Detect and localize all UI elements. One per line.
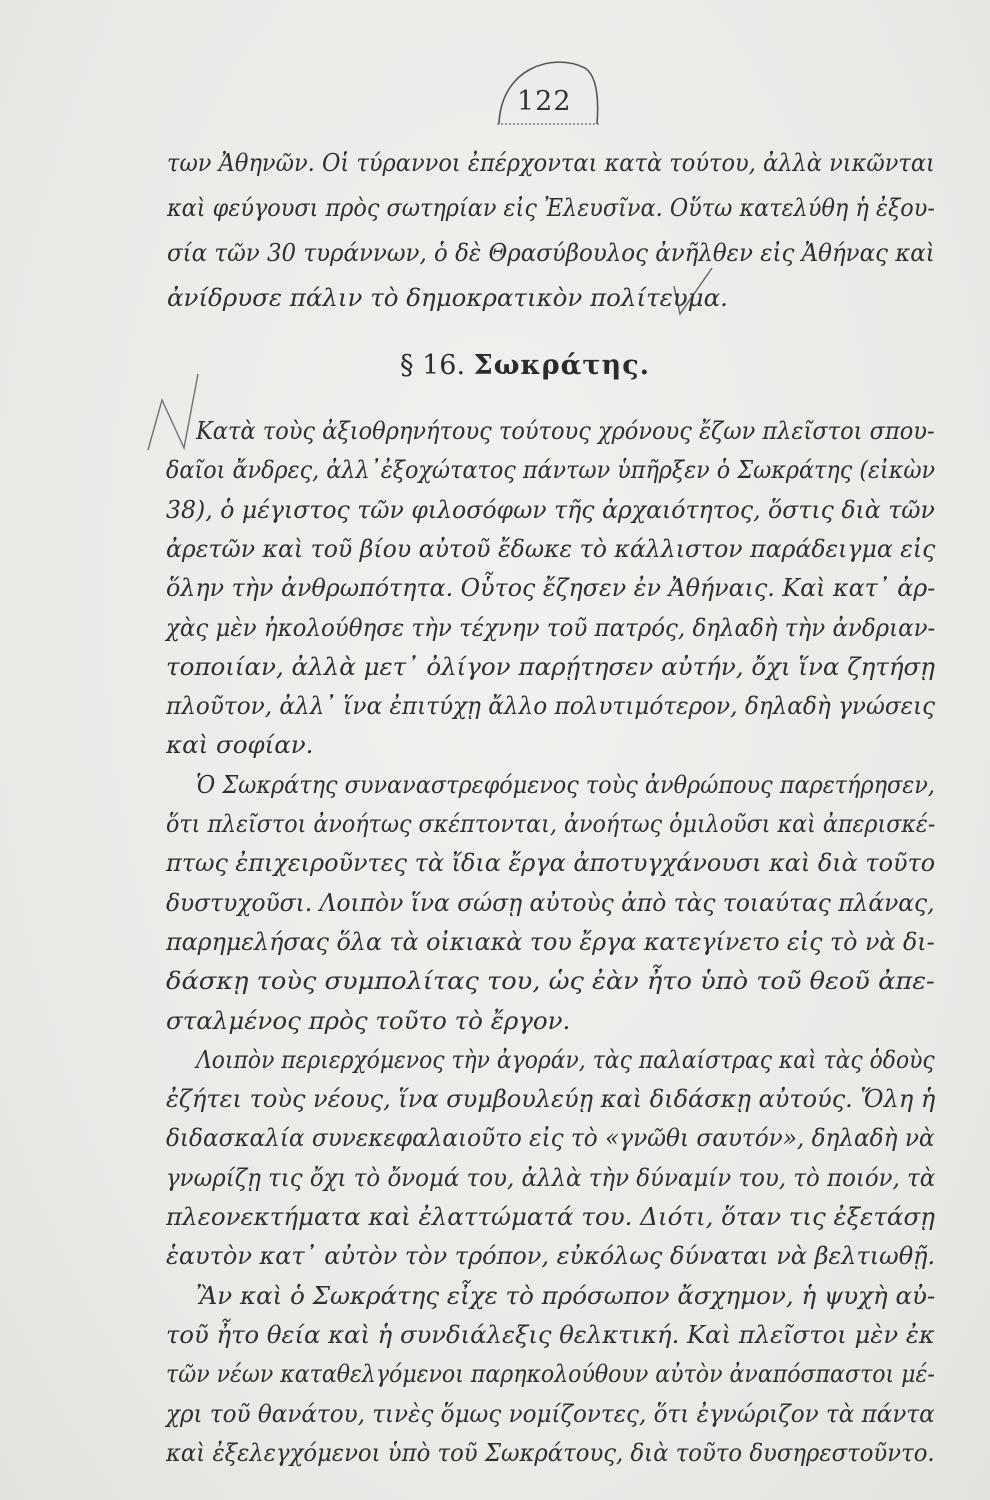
text-line: δαῖοι ἄνδρες, ἀλλ᾽ἐξοχώτατος πάντων ὑπῆρξεν ὁ Σωκράτης (εἰκὼν (166, 455, 936, 484)
section-heading (400, 350, 650, 381)
text-line: χὰς μὲν ἠκολούθησε τὴν τέχνην τοῦ πατρός, δηλαδὴ τὴν ἀνδριαν- (166, 613, 936, 642)
text-line: Ἂν καὶ ὁ Σωκράτης εἶχε τὸ πρόσωπον ἄσχημον, ἡ ψυχὴ αὐ- (196, 1281, 936, 1310)
section-number: § 16. (400, 350, 466, 381)
text-line: ἐζήτει τοὺς νέους, ἵνα συμβουλεύῃ καὶ διδάσκῃ αὐτούς. Ὅλη ἡ (166, 1084, 936, 1113)
text-line: δάσκῃ τοὺς συμπολίτας του, ὡς ἐὰν ἦτο ὑπὸ τοῦ θεοῦ ἀπε- (166, 966, 935, 995)
text-line: τῶν νέων καταθελγόμενοι παρηκολούθουν αὐτὸν ἀναπόσπαστοι μέ- (166, 1359, 935, 1388)
text-line: γνωρίζῃ τις ὄχι τὸ ὄνομά του, ἀλλὰ τὴν δύναμίν του, τὸ ποιόν, τὰ (166, 1163, 936, 1192)
text-line: πτως ἐπιχειροῦντες τὰ ἴδια ἔργα ἀποτυγχάνουσι καὶ διὰ τοῦτο (166, 848, 936, 877)
text-line: Λοιπὸν περιερχόμενος τὴν ἀγοράν, τὰς παλαίστρας καὶ τὰς ὁδοὺς (196, 1045, 935, 1074)
section-title: Σωκράτης. (473, 350, 651, 381)
text-line: σταλμένος πρὸς τοῦτο τὸ ἔργον. (166, 1006, 571, 1035)
text-line: καὶ σοφίαν. (166, 730, 314, 759)
text-line: ἀρετῶν καὶ τοῦ βίου αὐτοῦ ἔδωκε τὸ κάλλιστον παράδειγμα εἰς (166, 534, 936, 563)
text-line: πλεονεκτήματα καὶ ἐλαττώματά του. Διότι, ὅταν τις ἐξετάσῃ (166, 1202, 935, 1231)
text-line: τοποιίαν, ἀλλὰ μετ᾽ ὀλίγον παρῄτησεν αὐτήν, ὄχι ἵνα ζητήσῃ (166, 652, 936, 681)
text-line: ἑαυτὸν κατ᾽ αὐτὸν τὸν τρόπον, εὐκόλως δύναται νὰ βελτιωθῇ. (166, 1241, 936, 1270)
text-line: καὶ φεύγουσι πρὸς σωτηρίαν εἰς Ἐλευσῖνα. Οὕτω κατελύθη ἡ ἐξου- (167, 193, 935, 222)
text-line: 38), ὁ μέγιστος τῶν φιλοσόφων τῆς ἀρχαιότητος, ὅστις διὰ τῶν (166, 495, 935, 524)
text-line: τοῦ ἦτο θεία καὶ ἡ συνδιάλεξις θελκτική. Καὶ πλεῖστοι μὲν ἐκ (166, 1320, 935, 1349)
text-line: Κατὰ τοὺς ἀξιοθρηνήτους τούτους χρόνους ἔζων πλεῖστοι σπου- (196, 416, 935, 445)
page-number-badge (493, 58, 603, 128)
text-line: σία τῶν 30 τυράννων, ὁ δὲ Θρασύβουλος ἀνῆλθεν εἰς Ἀθήνας καὶ (167, 238, 935, 267)
text-line: ἀνίδρυσε πάλιν τὸ δημοκρατικὸν πολίτευμα. (167, 283, 728, 312)
text-line: καὶ ἐξελεγχόμενοι ὑπὸ τοῦ Σωκράτους, διὰ τοῦτο δυσηρεστοῦντο. (166, 1438, 935, 1467)
page-number: 122 (517, 86, 572, 117)
text-line: των Ἀθηνῶν. Οἱ τύραννοι ἐπέρχονται κατὰ τούτου, ἀλλὰ νικῶνται (167, 148, 935, 177)
text-line: Ὁ Σωκράτης συναναστρεφόμενος τοὺς ἀνθρώπους παρετήρησεν, (196, 770, 935, 799)
text-line: παρημελήσας ὅλα τὰ οἰκιακὰ του ἔργα κατεγίνετο εἰς τὸ νὰ δι- (166, 927, 935, 956)
text-line: ὅλην τὴν ἀνθρωπότητα. Οὗτος ἔζησεν ἐν Ἀθήναις. Καὶ κατ᾽ ἀρ- (166, 573, 936, 602)
text-line: πλοῦτον, ἀλλ᾽ ἵνα ἐπιτύχῃ ἄλλο πολυτιμότερον, δηλαδὴ γνώσεις (166, 691, 936, 720)
text-line: χρι τοῦ θανάτου, τινὲς ὅμως νομίζοντες, ὅτι ἐγνώριζον τὰ πάντα (166, 1399, 935, 1428)
text-line: διδασκαλία συνεκεφαλαιοῦτο εἰς τὸ «γνῶθι σαυτόν», δηλαδὴ νὰ (166, 1123, 935, 1152)
text-line: δυστυχοῦσι. Λοιπὸν ἵνα σώσῃ αὐτοὺς ἀπὸ τὰς τοιαύτας πλάνας, (166, 888, 935, 917)
text-line: ὅτι πλεῖστοι ἀνοήτως σκέπτονται, ἀνοήτως ὁμιλοῦσι καὶ ἀπερισκέ- (166, 809, 936, 838)
